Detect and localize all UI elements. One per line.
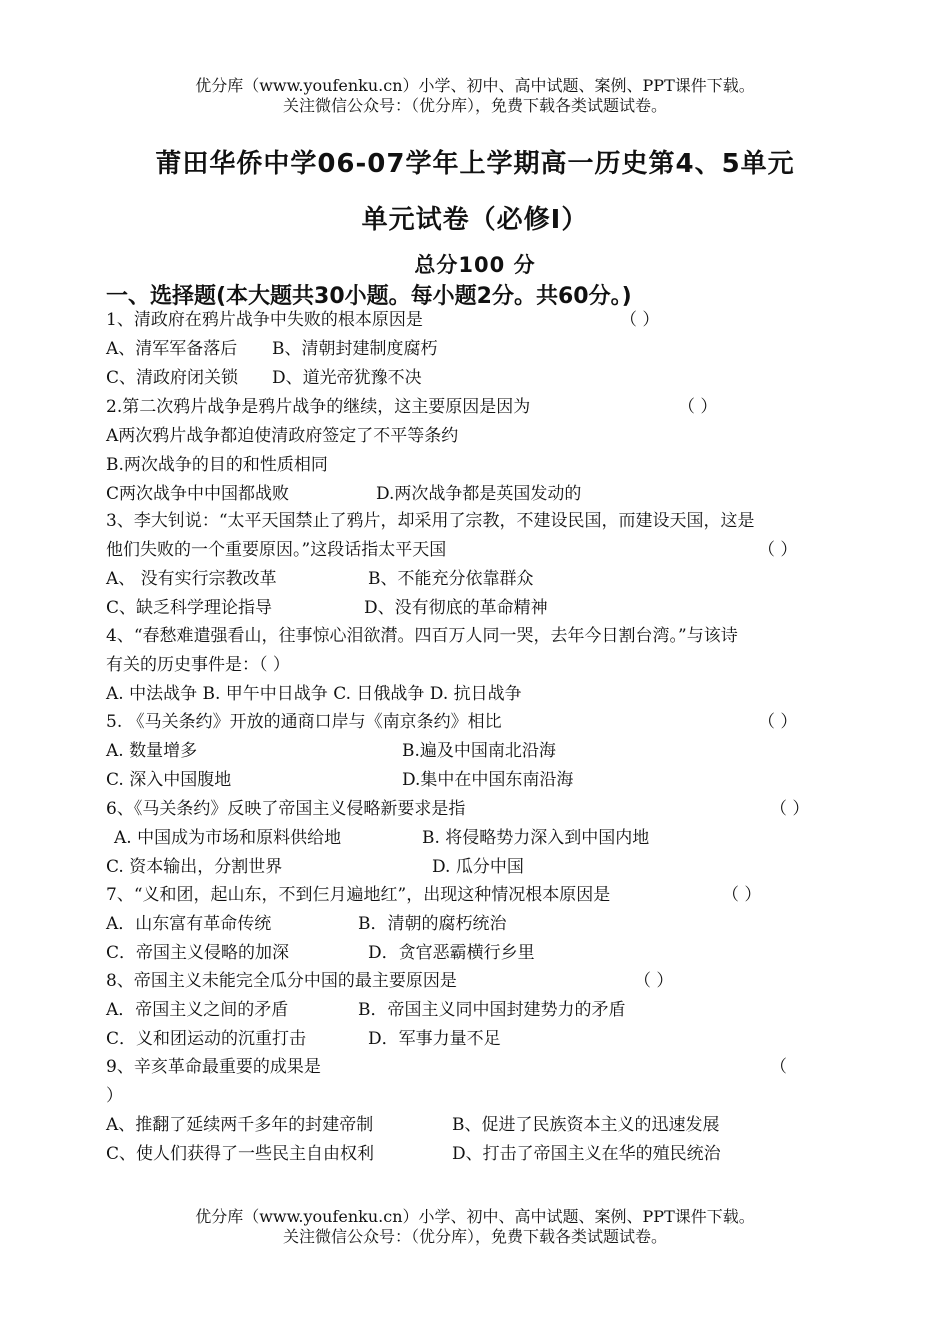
- question-stem: 9、辛亥革命最重要的成果是: [106, 1057, 321, 1077]
- answer-parens: （ ）: [634, 971, 674, 991]
- option-c: C．帝国主义侵略的加深: [106, 943, 290, 963]
- question-6: [106, 795, 840, 882]
- answer-parens: （ ）: [758, 540, 798, 560]
- answer-parens: （ ）: [620, 310, 660, 330]
- option-d: D．贪官恶霸横行乡里: [368, 943, 535, 963]
- question-stem: 6、《马关条约》反映了帝国主义侵略新要求是指: [106, 799, 466, 819]
- question-stem: 2.第二次鸦片战争是鸦片战争的继续，这主要原因是因为: [106, 397, 531, 417]
- option-a: A、 没有实行宗教改革: [106, 569, 277, 589]
- option-a: A. 数量增多: [106, 741, 198, 761]
- option-b: B．帝国主义同中国封建势力的矛盾: [358, 1000, 626, 1020]
- question-stem-line-1: 4、“春愁难遣强看山，往事惊心泪欲潸。四百万人同一哭，去年今日割台湾。”与该诗: [106, 626, 738, 646]
- total-score: 总分100 分: [414, 253, 536, 277]
- options: A. 中法战争 B. 甲午中日战争 C. 日俄战争 D. 抗日战争: [106, 684, 522, 704]
- option-c: C、使人们获得了一些民主自由权利: [106, 1144, 375, 1164]
- question-stem: 7、“义和团，起山东，不到仨月遍地红”，出现这种情况根本原因是: [106, 885, 611, 905]
- question-stem-line-2: 他们失败的一个重要原因。”这段话指太平天国: [106, 540, 447, 560]
- question-stem: 5. 《马关条约》开放的通商口岸与《南京条约》相比: [106, 712, 502, 732]
- option-a: A．帝国主义之间的矛盾: [106, 1000, 289, 1020]
- option-b: B、清朝封建制度腐朽: [272, 339, 438, 359]
- header-line-1: 优分库（www.youfenku.cn）小学、初中、高中试题、案例、PPT课件下载。: [195, 76, 755, 95]
- answer-parens: （ ）: [722, 885, 762, 905]
- option-c: C. 深入中国腹地: [106, 770, 232, 790]
- question-7: [106, 881, 840, 968]
- option-d: D.两次战争都是英国发动的: [376, 484, 582, 504]
- option-b: B、不能充分依靠群众: [368, 569, 534, 589]
- option-c: C、缺乏科学理论指导: [106, 598, 273, 618]
- question-9: [106, 1053, 840, 1169]
- option-b: B．清朝的腐朽统治: [358, 914, 507, 934]
- answer-parens: （ ）: [678, 397, 718, 417]
- footer-line-2: 关注微信公众号：（优分库），免费下载各类试题试卷。: [282, 1227, 667, 1246]
- option-a: A. 中国成为市场和原料供给地: [114, 828, 342, 848]
- option-d: D、没有彻底的革命精神: [364, 598, 548, 618]
- exam-title-line-2: 单元试卷（必修Ⅰ）: [361, 205, 589, 235]
- question-3: [106, 507, 840, 623]
- page-header: [0, 76, 950, 116]
- question-1: [106, 306, 840, 393]
- answer-paren-open: （: [770, 1057, 787, 1077]
- question-2: [106, 393, 840, 509]
- page-footer: [0, 1207, 950, 1247]
- option-d: D. 瓜分中国: [432, 857, 524, 877]
- option-d: D、打击了帝国主义在华的殖民统治: [452, 1144, 721, 1164]
- question-stem: 1、清政府在鸦片战争中失败的根本原因是: [106, 310, 423, 330]
- exam-title-line-1: 莆田华侨中学06-07学年上学期高一历史第4、5单元: [155, 149, 795, 179]
- option-a: A、清军军备落后: [106, 339, 238, 359]
- section-heading: 一、选择题(本大题共30小题。每小题2分。共60分。): [106, 284, 632, 309]
- option-a: A两次鸦片战争都迫使清政府签定了不平等条约: [106, 426, 459, 446]
- option-a: A、推翻了延续两千多年的封建帝制: [106, 1115, 374, 1135]
- option-c: C．义和团运动的沉重打击: [106, 1029, 307, 1049]
- option-b: B. 将侵略势力深入到中国内地: [422, 828, 650, 848]
- question-8: [106, 967, 840, 1054]
- question-stem-line-1: 3、李大钊说：“太平天国禁止了鸦片，却采用了宗教，不建设民国，而建设天国，这是: [106, 511, 755, 531]
- option-c: C、清政府闭关锁: [106, 368, 239, 388]
- question-stem-line-2: 有关的历史事件是：（ ）: [106, 655, 290, 675]
- answer-parens: （ ）: [770, 799, 810, 819]
- question-4: [106, 622, 840, 709]
- answer-parens: （ ）: [758, 712, 798, 732]
- option-b: B.遍及中国南北沿海: [402, 741, 556, 761]
- option-b: B、促进了民族资本主义的迅速发展: [452, 1115, 720, 1135]
- footer-line-1: 优分库（www.youfenku.cn）小学、初中、高中试题、案例、PPT课件下载。: [195, 1207, 755, 1226]
- option-a: A．山东富有革命传统: [106, 914, 272, 934]
- option-c: C. 资本输出，分割世界: [106, 857, 283, 877]
- option-b: B.两次战争的目的和性质相同: [106, 455, 328, 475]
- option-d: D．军事力量不足: [368, 1029, 501, 1049]
- option-d: D、道光帝犹豫不决: [272, 368, 422, 388]
- answer-paren-close: ）: [106, 1086, 123, 1106]
- option-c: C两次战争中中国都战败: [106, 484, 290, 504]
- question-stem: 8、帝国主义未能完全瓜分中国的最主要原因是: [106, 971, 457, 991]
- question-5: [106, 708, 840, 795]
- option-d: D.集中在中国东南沿海: [402, 770, 574, 790]
- header-line-2: 关注微信公众号：（优分库），免费下载各类试题试卷。: [282, 96, 667, 115]
